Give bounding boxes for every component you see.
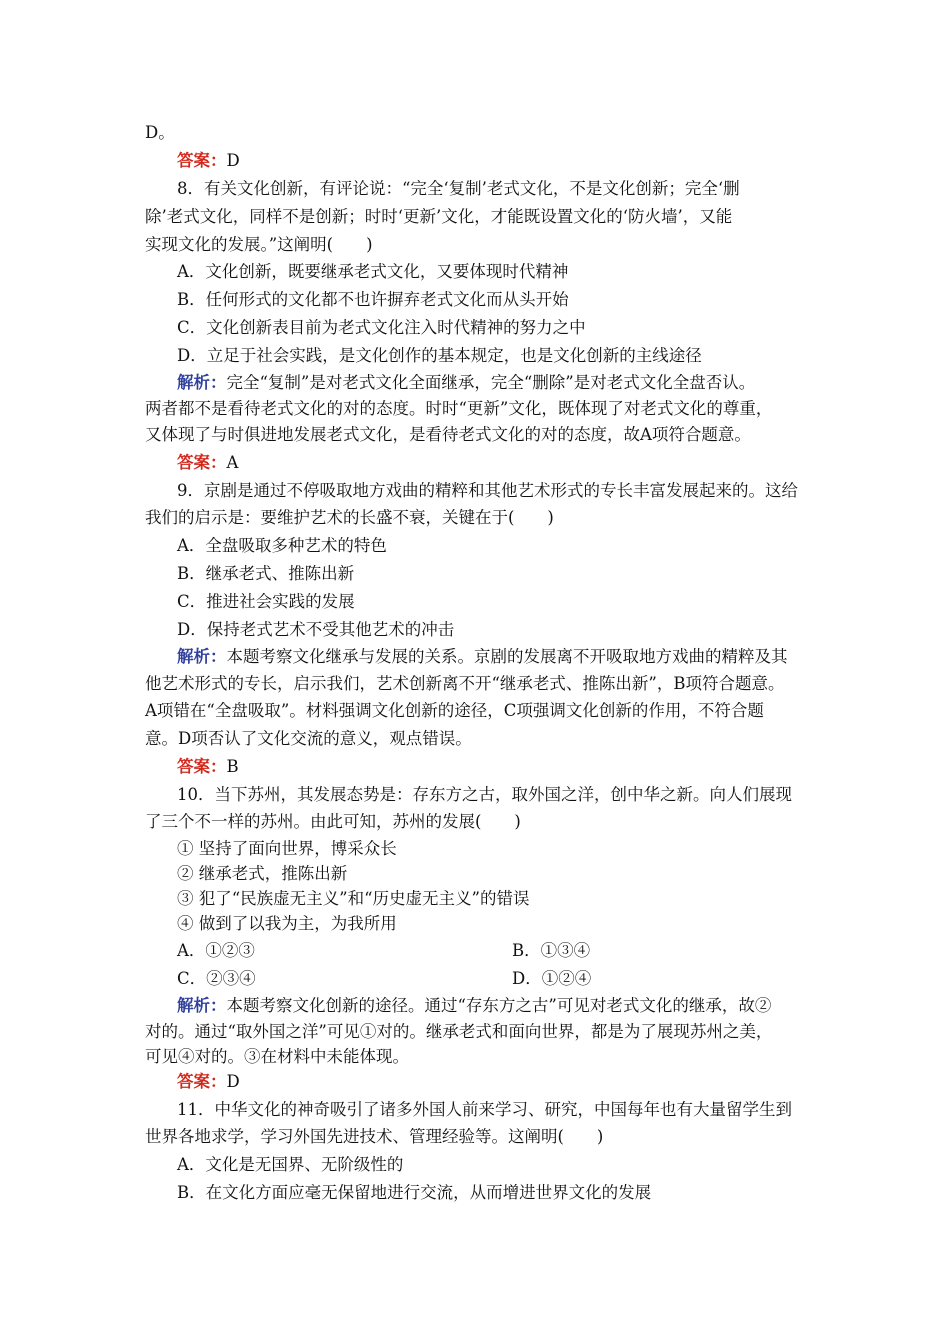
analysis-9-line-4: 意。D项否认了文化交流的意义，观点错误。 (145, 729, 472, 748)
question-10-line-1: 10．当下苏州，其发展态势是：存东方之古，取外国之洋，创中华之新。向人们展现 (177, 785, 792, 804)
answer-9: 答案：B (177, 757, 239, 776)
question-9-option-d: D．保持老式艺术不受其他艺术的冲击 (177, 620, 455, 639)
analysis-10-line-2: 对的。通过“取外国之洋”可见①对的。继承老式和面向世界，都是为了展现苏州之美， (145, 1022, 773, 1041)
question-9-option-a: A．全盘吸取多种艺术的特色 (177, 536, 387, 555)
question-10-item-2: ② 继承老式，推陈出新 (177, 864, 348, 883)
question-9-option-c: C．推进社会实践的发展 (177, 592, 355, 611)
analysis-label: 解析： (177, 647, 227, 666)
question-8-option-d: D．立足于社会实践，是文化创作的基本规定，也是文化创新的主线途径 (177, 346, 702, 365)
answer-label: 答案： (177, 757, 227, 776)
question-10-options-row-1 (177, 940, 950, 962)
analysis-10-line-1: 解析：本题考察文化创新的途径。通过“存东方之古”可见对老式文化的继承，故② (177, 996, 772, 1015)
question-10-item-1: ① 坚持了面向世界，博采众长 (177, 839, 397, 858)
question-10-item-3: ③ 犯了“民族虚无主义”和“历史虚无主义”的错误 (177, 889, 530, 908)
question-9-line-2: 我们的启示是：要维护艺术的长盛不衰，关键在于( ) (145, 508, 554, 527)
question-11-line-2: 世界各地求学，学习外国先进技术、管理经验等。这阐明( ) (145, 1127, 604, 1146)
question-9-line-1: 9．京剧是通过不停吸取地方戏曲的精粹和其他艺术形式的专长丰富发展起来的。这给 (177, 481, 798, 500)
question-10-option-c: C．②③④ (177, 969, 256, 988)
answer-label: 答案： (177, 151, 227, 170)
analysis-8-line-1: 解析：完全“复制”是对老式文化全面继承，完全“删除”是对老式文化全盘否认。 (177, 373, 756, 392)
answer-7: 答案：D (177, 151, 240, 170)
question-9-option-b: B．继承老式、推陈出新 (177, 564, 355, 583)
analysis-9-line-2: 他艺术形式的专长，启示我们，艺术创新离不开“继承老式、推陈出新”，B项符合题意。 (145, 674, 785, 693)
answer-label: 答案： (177, 453, 227, 472)
question-8-option-c: C．文化创新表目前为老式文化注入时代精神的努力之中 (177, 318, 586, 337)
question-8-option-a: A．文化创新，既要继承老式文化，又要体现时代精神 (177, 262, 569, 281)
answer-10: 答案：D (177, 1072, 240, 1091)
analysis-10-line-3: 可见④对的。③在材料中未能体现。 (145, 1047, 409, 1066)
analysis-label: 解析： (177, 373, 227, 392)
question-11-option-a: A．文化是无国界、无阶级性的 (177, 1155, 404, 1174)
question-10-option-b: B．①③④ (512, 941, 591, 960)
prev-answer-tail: D。 (145, 123, 175, 142)
question-10-line-2: 了三个不一样的苏州。由此可知，苏州的发展( ) (145, 812, 521, 831)
analysis-9-line-3: A项错在“全盘吸取”。材料强调文化创新的途径，C项强调文化创新的作用，不符合题 (145, 701, 764, 720)
question-10-option-a: A．①②③ (177, 941, 255, 960)
answer-label: 答案： (177, 1072, 227, 1091)
question-10-options-row-2 (177, 968, 950, 990)
question-8-line-2: 除’老式文化，同样不是创新；时时‘更新’文化，才能既设置文化的‘防火墙’，又能 (145, 207, 733, 226)
question-8-line-3: 实现文化的发展。”这阐明( ) (145, 235, 373, 254)
question-11-option-b: B．在文化方面应毫无保留地进行交流，从而增进世界文化的发展 (177, 1183, 652, 1202)
question-8-option-b: B．任何形式的文化都不也许摒弃老式文化而从头开始 (177, 290, 569, 309)
question-10-item-4: ④ 做到了以我为主，为我所用 (177, 914, 397, 933)
analysis-label: 解析： (177, 996, 227, 1015)
analysis-8-line-3: 又体现了与时俱进地发展老式文化，是看待老式文化的对的态度，故A项符合题意。 (145, 425, 751, 444)
question-11-line-1: 11．中华文化的神奇吸引了诸多外国人前来学习、研究，中国每年也有大量留学生到 (177, 1100, 792, 1119)
analysis-8-line-2: 两者都不是看待老式文化的对的态度。时时“更新”文化，既体现了对老式文化的尊重， (145, 399, 773, 418)
analysis-9-line-1: 解析：本题考察文化继承与发展的关系。京剧的发展离不开吸取地方戏曲的精粹及其 (177, 647, 788, 666)
question-8-line-1: 8．有关文化创新，有评论说：“完全‘复制’老式文化，不是文化创新；完全‘删 (177, 179, 740, 198)
question-10-option-d: D．①②④ (512, 969, 592, 988)
answer-8: 答案：A (177, 453, 239, 472)
